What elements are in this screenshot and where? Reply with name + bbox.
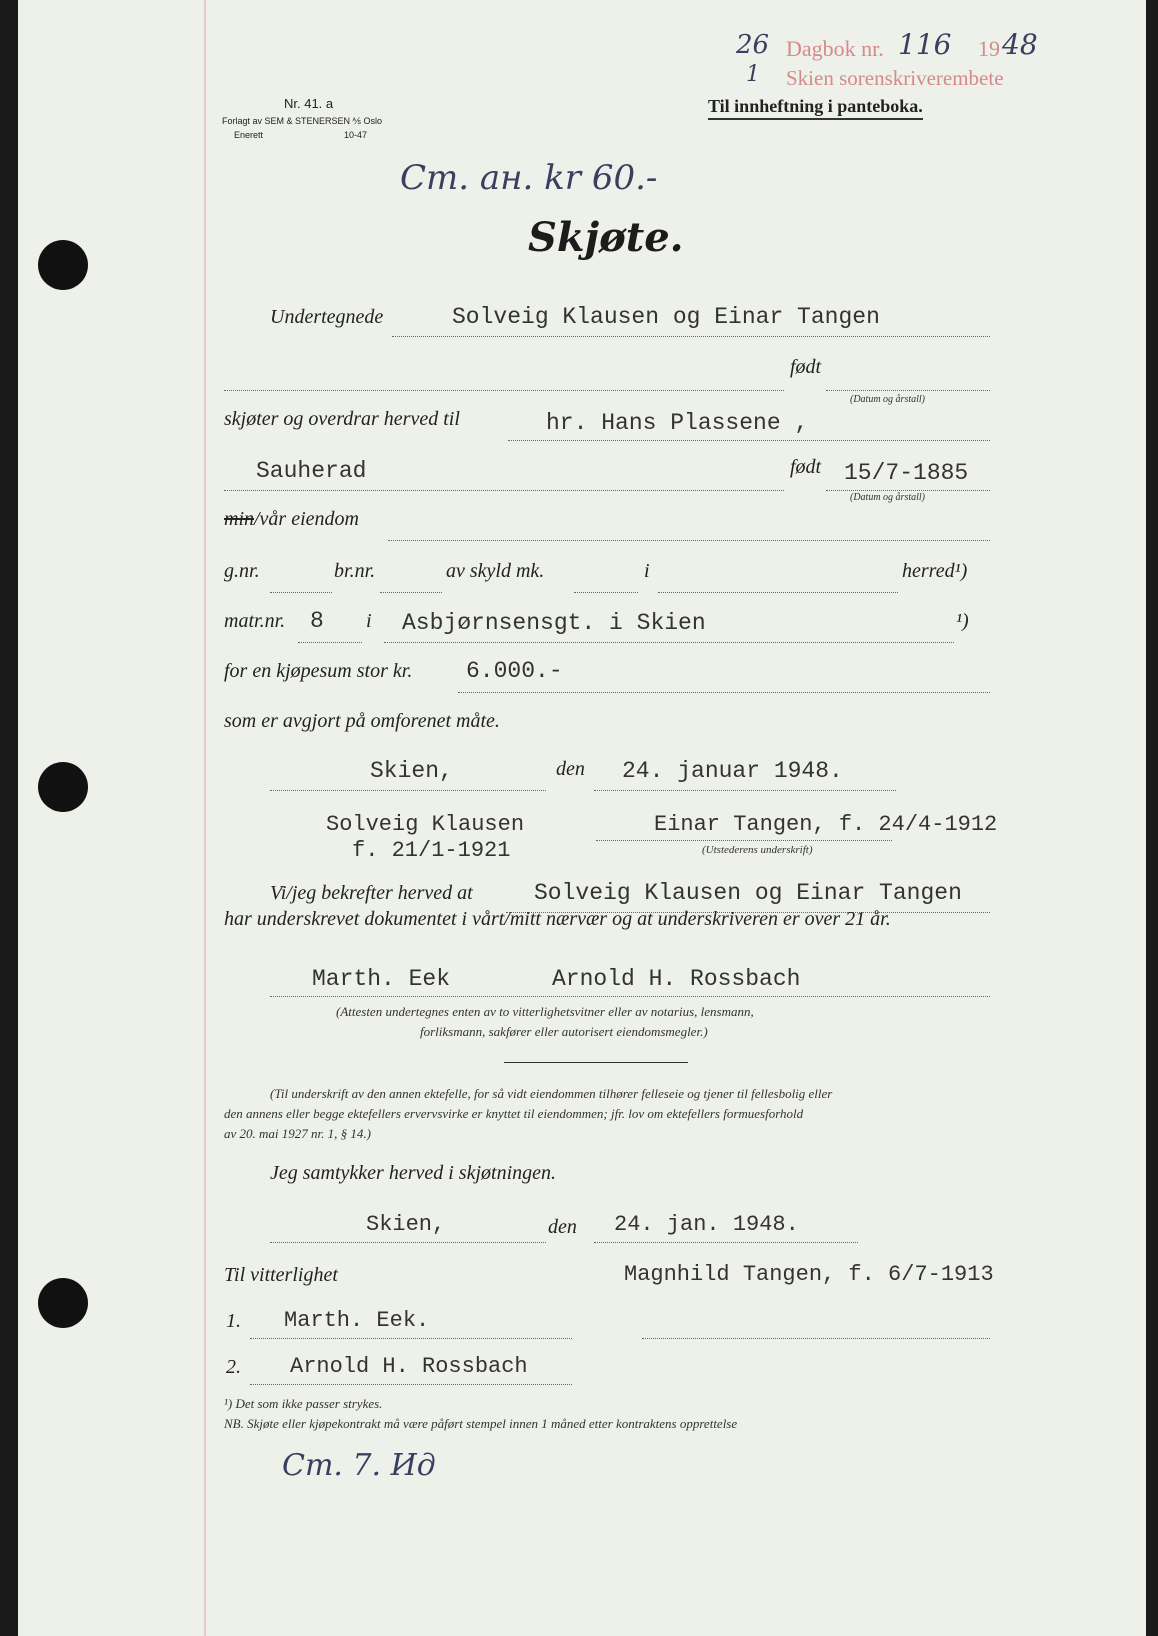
- punch-hole: [38, 240, 88, 290]
- stamp-year-printed: 19: [978, 36, 1000, 61]
- handwritten-fee-note: Ст. ан. kr 60.-: [400, 158, 658, 198]
- gnr-label: g.nr.: [224, 560, 260, 582]
- attest-witness1: Marth. Eek: [312, 966, 451, 992]
- seller1-name: Solveig Klausen: [326, 812, 525, 837]
- avgjort-text: som er avgjort på omforenet måte.: [224, 710, 500, 732]
- eiendom-strike: min: [224, 508, 254, 530]
- signature-hint: (Utstederens underskrift): [702, 844, 813, 856]
- stamp-year-hand: 48: [1002, 28, 1038, 61]
- consent-text: Jeg samtykker herved i skjøtningen.: [270, 1162, 557, 1184]
- eiendom-text: /vår eiendom: [254, 508, 359, 530]
- document-page: [18, 0, 1146, 1636]
- buyer-value: hr. Hans Plassene ,: [546, 410, 809, 436]
- attest-note-2: forliksmann, sakfører eller autorisert eiendomsmegler.): [420, 1024, 708, 1039]
- stamp-number: 116: [898, 28, 952, 61]
- witness1-name: Marth. Eek.: [284, 1308, 430, 1333]
- buyer-datum-hint: (Datum og årstall): [850, 492, 925, 503]
- datum-hint: (Datum og årstall): [850, 394, 925, 405]
- skjoter-label: skjøter og overdrar herved til: [224, 408, 460, 430]
- witness1-num: 1.: [226, 1310, 241, 1332]
- undertegnede-label: Undertegnede: [270, 306, 384, 328]
- matr-footnote: ¹): [956, 610, 969, 632]
- gnr-i-label: i: [644, 560, 650, 582]
- margin-line: [204, 0, 206, 1636]
- punch-hole: [38, 1278, 88, 1328]
- spouse-note-1: (Til underskrift av den annen ektefelle, for så vidt eiendommen tilhører felleseie og tjener til fellesbolig eller: [270, 1086, 833, 1101]
- matrnr-label: matr.nr.: [224, 610, 286, 632]
- signing-date: 24. januar 1948.: [622, 758, 843, 784]
- skyld-label: av skyld mk.: [446, 560, 545, 582]
- matr-location: Asbjørnsensgt. i Skien: [402, 610, 706, 636]
- witness2-name: Arnold H. Rossbach: [290, 1354, 528, 1379]
- attest-witness2: Arnold H. Rossbach: [552, 966, 801, 992]
- spouse-date: 24. jan. 1948.: [614, 1212, 799, 1237]
- spouse-place: Skien,: [366, 1212, 446, 1237]
- separator-line: [504, 1062, 688, 1063]
- spouse-signature: Magnhild Tangen, f. 6/7-1913: [624, 1262, 994, 1287]
- herred-label: herred¹): [902, 560, 968, 582]
- stamp-month: 1: [746, 62, 760, 87]
- matr-i-label: i: [366, 610, 372, 632]
- punch-hole: [38, 762, 88, 812]
- form-number: Nr. 41. a: [284, 96, 334, 111]
- publisher-code: 10-47: [344, 130, 368, 140]
- stamp-day: 26: [736, 30, 770, 60]
- buyer-fodt-label: født: [790, 456, 822, 478]
- document-title: Skjøte.: [528, 214, 684, 261]
- attest-names: Solveig Klausen og Einar Tangen: [534, 880, 962, 906]
- spouse-note-2: den annens eller begge ektefellers ervervsvirke er knyttet til eiendommen; jfr. lov om ektefellers formuesforhold: [224, 1106, 804, 1121]
- buyer-place: Sauherad: [256, 458, 367, 484]
- stamp-office: Skien sorenskriverembete: [786, 66, 1004, 90]
- seller2-signature: Einar Tangen, f. 24/4-1912: [654, 812, 998, 837]
- filing-note: Til innheftning i panteboka.: [708, 96, 923, 120]
- witness2-num: 2.: [226, 1356, 241, 1378]
- attest-note-1: (Attesten undertegnes enten av to vitterlighetsvitner eller av notarius, lensmann,: [336, 1004, 754, 1019]
- publisher-enerett: Enerett: [234, 130, 264, 140]
- attest-line2: har underskrevet dokumentet i vårt/mitt nærvær og at underskriveren er over 21 år.: [224, 908, 891, 930]
- matrnr-value: 8: [310, 608, 324, 634]
- fodt-label: født: [790, 356, 822, 378]
- stamp-label: Dagbok nr.: [786, 36, 884, 61]
- footnote-1: ¹) Det som ikke passer strykes.: [224, 1396, 383, 1411]
- undertegnede-value: Solveig Klausen og Einar Tangen: [452, 304, 880, 330]
- seller1-born: f. 21/1-1921: [352, 838, 511, 863]
- vitterlighet-label: Til vitterlighet: [224, 1264, 338, 1286]
- handwritten-bottom-note: Ст. 7. Ид: [282, 1448, 436, 1483]
- attest-intro: Vi/jeg bekrefter herved at: [270, 882, 473, 904]
- kjopesum-label: for en kjøpesum stor kr.: [224, 660, 413, 682]
- eiendom-label: [224, 508, 359, 531]
- spouse-note-3: av 20. mai 1927 nr. 1, § 14.): [224, 1126, 371, 1141]
- brnr-label: br.nr.: [334, 560, 376, 582]
- buyer-fodt-value: 15/7-1885: [844, 460, 969, 486]
- kjopesum-value: 6.000.-: [466, 658, 563, 684]
- publisher-line: Forlagt av SEM & STENERSEN ⅍ Oslo: [222, 116, 383, 126]
- spouse-den-label: den: [548, 1216, 577, 1238]
- footnote-2: NB. Skjøte eller kjøpekontrakt må være påført stempel innen 1 måned etter kontraktens opprettelse: [224, 1416, 738, 1431]
- signing-den-label: den: [556, 758, 585, 780]
- signing-place: Skien,: [370, 758, 453, 784]
